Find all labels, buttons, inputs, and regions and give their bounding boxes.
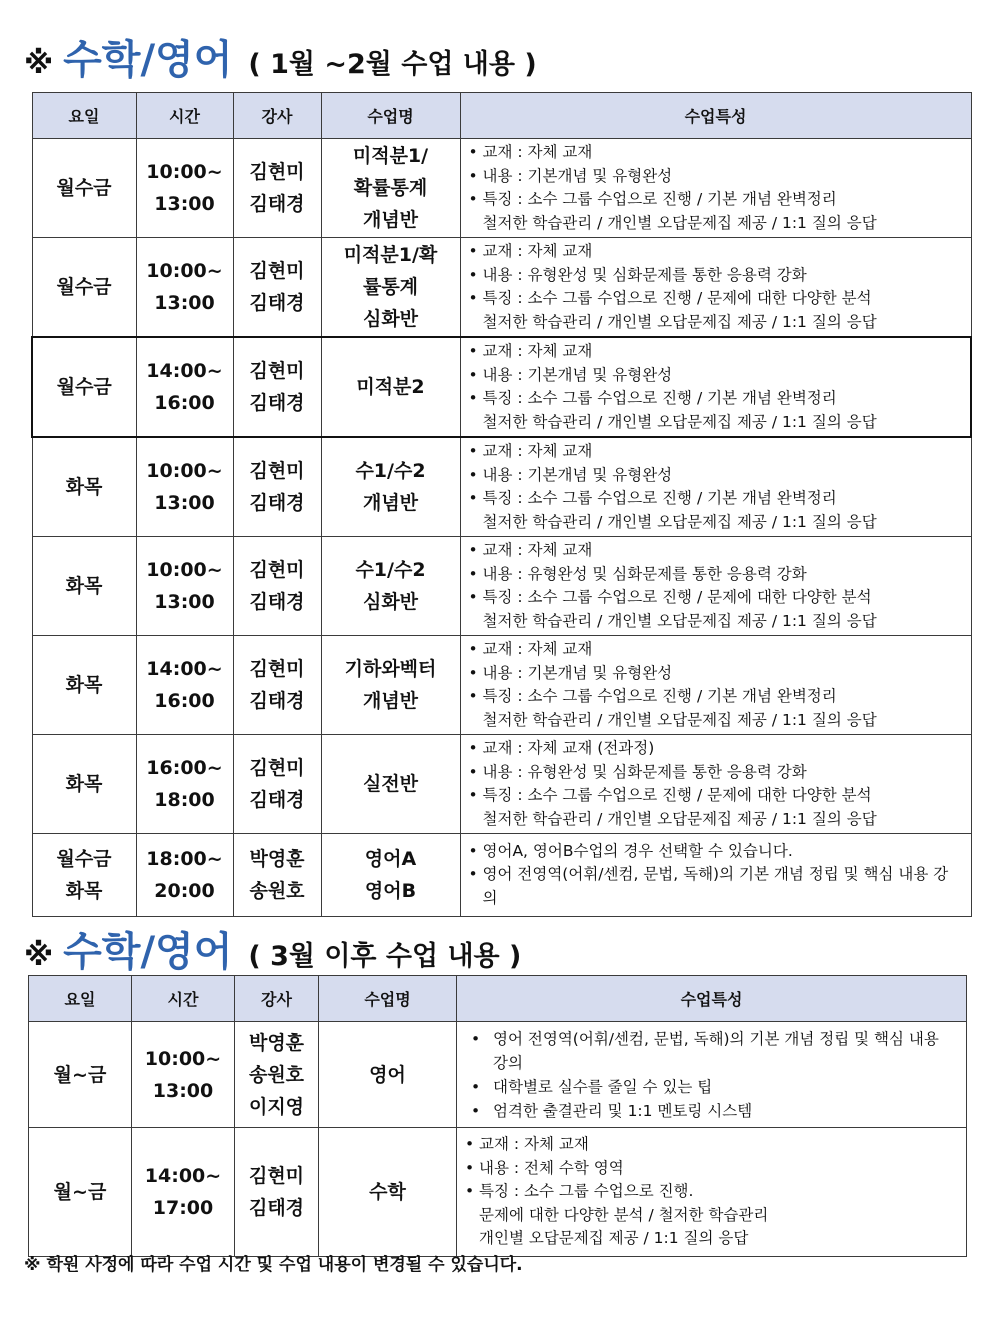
feature-item: • 특징 : 소수 그룹 수업으로 진행. [465, 1180, 958, 1204]
header-time: 시간 [132, 976, 235, 1022]
feature-item: • 내용 : 기본개념 및 유형완성 [469, 464, 963, 488]
time-line: 10:00~ [146, 260, 223, 282]
time-line: 13:00 [154, 492, 215, 514]
teacher-name: 김태경 [248, 1197, 305, 1219]
features-list [469, 240, 963, 311]
teacher-name: 김태경 [249, 690, 305, 712]
schedule-table-jan-feb [31, 92, 972, 917]
time-line: 20:00 [154, 880, 215, 902]
teacher-name: 송원호 [249, 880, 305, 902]
reference-mark: ※ [24, 46, 54, 81]
feature-item: • 영어 전영역(어휘/센컴, 문법, 독해)의 기본 개념 정립 및 핵심 내용 강의 [465, 1027, 958, 1075]
feature-item: • 교재 : 자체 교재 [465, 1133, 958, 1157]
feature-item: • 특징 : 소수 그룹 수업으로 진행 / 기본 개념 완벽정리 [469, 487, 963, 511]
section2-subtitle: ( 3월 이후 수업 내용 ) [248, 941, 522, 972]
teacher-cell [235, 1022, 319, 1128]
teacher-name: 김태경 [249, 193, 305, 215]
time-line: 16:00 [154, 690, 215, 712]
time-cell [136, 238, 233, 338]
teacher-cell [233, 337, 321, 437]
table-header-row [32, 93, 971, 139]
time-cell [136, 139, 233, 238]
feature-item: • 교재 : 자체 교재 [469, 440, 963, 464]
table-row [32, 437, 971, 537]
day-line: 화목 [65, 476, 103, 498]
teacher-name: 김태경 [249, 392, 305, 414]
class-name-line: 수1/수2 [355, 460, 426, 482]
feature-item: • 특징 : 소수 그룹 수업으로 진행 / 기본 개념 완벽정리 [469, 188, 963, 212]
feature-item: • 내용 : 유형완성 및 심화문제를 통한 응용력 강화 [469, 563, 963, 587]
time-cell [132, 1128, 235, 1257]
section1-heading [24, 28, 537, 85]
features-list [465, 1133, 958, 1204]
class-name-line: 률통계 [362, 276, 419, 298]
time-line: 18:00 [154, 789, 215, 811]
feature-item: • 교재 : 자체 교재 [469, 638, 963, 662]
features-cell [460, 238, 971, 338]
day-cell [32, 735, 136, 834]
class-name-line: 영어 [369, 1063, 406, 1086]
time-cell [136, 735, 233, 834]
teacher-name: 김현미 [249, 260, 305, 282]
features-cell [460, 437, 971, 537]
feature-item: • 엄격한 출결관리 및 1:1 멘토링 시스템 [465, 1099, 958, 1123]
teacher-name: 박영훈 [249, 848, 305, 870]
teacher-name: 김현미 [249, 161, 305, 183]
time-cell [136, 337, 233, 437]
teacher-name: 송원호 [248, 1063, 305, 1086]
section1-title: 수학/영어 [63, 37, 233, 83]
class-name-line: 심화반 [362, 308, 419, 330]
teacher-name: 김태경 [249, 292, 305, 314]
features-list [469, 840, 963, 911]
header-teacher: 강사 [233, 93, 321, 139]
day-line: 월수금 [56, 177, 112, 199]
class-name-line: 수학 [369, 1181, 406, 1203]
class-name-line: 개념반 [362, 690, 419, 712]
features-list [465, 1027, 958, 1123]
time-line: 13:00 [154, 292, 215, 314]
feature-continuation: 철저한 학습관리 / 개인별 오답문제집 제공 / 1:1 질의 응답 [482, 512, 877, 531]
feature-item: • 특징 : 소수 그룹 수업으로 진행 / 문제에 대한 다양한 분석 [469, 287, 963, 311]
class-name-line: 영어B [364, 880, 417, 902]
time-line: 14:00~ [146, 360, 223, 382]
teacher-cell [233, 437, 321, 537]
header-class: 수업명 [319, 976, 457, 1022]
header-class: 수업명 [321, 93, 460, 139]
feature-item: • 내용 : 유형완성 및 심화문제를 통한 응용력 강화 [469, 761, 963, 785]
features-cell [460, 139, 971, 238]
section2-heading [24, 920, 521, 977]
teacher-name: 김현미 [249, 559, 305, 581]
day-cell [32, 537, 136, 636]
features-list [469, 340, 963, 411]
time-cell [136, 834, 233, 917]
time-line: 14:00~ [144, 1165, 222, 1187]
day-cell [29, 1128, 132, 1257]
table-header-row [29, 976, 967, 1022]
class-name-cell [321, 337, 460, 437]
class-name-line: 기하와벡터 [344, 658, 437, 680]
features-list [469, 737, 963, 808]
class-name-line: 미적분1/ [352, 145, 429, 167]
teacher-name: 이지영 [248, 1095, 305, 1118]
header-teacher: 강사 [235, 976, 319, 1022]
table-row [32, 834, 971, 917]
class-name-line: 심화반 [362, 591, 419, 613]
schedule-table-march [28, 975, 967, 1257]
class-name-line: 미적분2 [356, 376, 425, 398]
feature-item: • 내용 : 기본개념 및 유형완성 [469, 662, 963, 686]
day-line: 월~금 [53, 1181, 107, 1203]
features-cell [457, 1128, 967, 1257]
feature-continuation: 철저한 학습관리 / 개인별 오답문제집 제공 / 1:1 질의 응답 [482, 710, 877, 729]
feature-item: • 교재 : 자체 교재 [469, 240, 963, 264]
reference-mark: ※ [24, 938, 54, 973]
class-name-line: 실전반 [362, 773, 419, 795]
class-name-cell [321, 139, 460, 238]
features-cell [457, 1022, 967, 1128]
features-list [469, 539, 963, 610]
teacher-name: 김현미 [249, 757, 305, 779]
table-row [32, 636, 971, 735]
features-cell [460, 537, 971, 636]
time-cell [136, 437, 233, 537]
teacher-cell [235, 1128, 319, 1257]
class-name-line: 개념반 [362, 209, 419, 231]
time-line: 16:00 [154, 392, 215, 414]
teacher-name: 김태경 [249, 591, 305, 613]
header-time: 시간 [136, 93, 233, 139]
feature-continuation: 철저한 학습관리 / 개인별 오답문제집 제공 / 1:1 질의 응답 [482, 213, 877, 232]
day-cell [29, 1022, 132, 1128]
time-line: 16:00~ [146, 757, 223, 779]
features-cell [460, 636, 971, 735]
teacher-cell [233, 238, 321, 338]
feature-continuation: 개인별 오답문제집 제공 / 1:1 질의 응답 [479, 1229, 749, 1248]
feature-item: • 영어 전영역(어휘/센컴, 문법, 독해)의 기본 개념 정립 및 핵심 내용 강의 [469, 863, 963, 910]
table-row [32, 238, 971, 338]
features-list [469, 141, 963, 212]
time-line: 10:00~ [146, 559, 223, 581]
time-cell [136, 636, 233, 735]
day-cell [32, 834, 136, 917]
feature-continuation: 철저한 학습관리 / 개인별 오답문제집 제공 / 1:1 질의 응답 [482, 412, 877, 431]
table-row [32, 139, 971, 238]
day-line: 화목 [65, 674, 103, 696]
table-row [32, 735, 971, 834]
teacher-name: 김태경 [249, 789, 305, 811]
day-cell [32, 337, 136, 437]
header-features: 수업특성 [460, 93, 971, 139]
day-cell [32, 636, 136, 735]
day-cell [32, 238, 136, 338]
class-name-cell [321, 437, 460, 537]
teacher-cell [233, 537, 321, 636]
teacher-name: 김현미 [249, 360, 305, 382]
feature-item: • 내용 : 기본개념 및 유형완성 [469, 364, 963, 388]
feature-item: • 영어A, 영어B수업의 경우 선택할 수 있습니다. [469, 840, 963, 864]
time-cell [136, 537, 233, 636]
time-line: 14:00~ [146, 658, 223, 680]
day-line: 월수금 [56, 376, 112, 398]
feature-item: • 대학별로 실수를 줄일 수 있는 팁 [465, 1075, 958, 1099]
teacher-name: 김현미 [249, 460, 305, 482]
time-line: 10:00~ [146, 161, 223, 183]
day-line: 화목 [65, 575, 103, 597]
day-line: 월~금 [53, 1063, 107, 1086]
teacher-cell [233, 834, 321, 917]
table-row [32, 537, 971, 636]
class-name-cell [319, 1128, 457, 1257]
feature-continuation: 철저한 학습관리 / 개인별 오답문제집 제공 / 1:1 질의 응답 [482, 611, 877, 630]
time-line: 13:00 [154, 591, 215, 613]
teacher-cell [233, 139, 321, 238]
day-line: 화목 [65, 773, 103, 795]
change-notice: ※ 학원 사정에 따라 수업 시간 및 수업 내용이 변경될 수 있습니다. [24, 1255, 523, 1275]
day-line: 월수금 [56, 276, 112, 298]
class-name-cell [321, 238, 460, 338]
teacher-cell [233, 735, 321, 834]
class-name-line: 확률통계 [353, 177, 428, 199]
feature-item: • 특징 : 소수 그룹 수업으로 진행 / 문제에 대한 다양한 분석 [469, 586, 963, 610]
day-line: 월수금 [56, 848, 112, 870]
feature-item: • 교재 : 자체 교재 [469, 539, 963, 563]
class-name-line: 영어A [364, 848, 417, 870]
teacher-cell [233, 636, 321, 735]
feature-continuation: 철저한 학습관리 / 개인별 오답문제집 제공 / 1:1 질의 응답 [482, 312, 877, 331]
section2-title: 수학/영어 [63, 929, 233, 975]
feature-item: • 내용 : 전체 수학 영역 [465, 1157, 958, 1181]
day-cell [32, 437, 136, 537]
header-day: 요일 [29, 976, 132, 1022]
class-name-cell [321, 735, 460, 834]
feature-continuation: 문제에 대한 다양한 분석 / 철저한 학습관리 [479, 1205, 769, 1224]
teacher-name: 박영훈 [248, 1031, 305, 1054]
day-line: 화목 [65, 880, 103, 902]
day-cell [32, 139, 136, 238]
table-row [29, 1022, 967, 1128]
features-cell [460, 735, 971, 834]
class-name-cell [319, 1022, 457, 1128]
feature-continuation: 철저한 학습관리 / 개인별 오답문제집 제공 / 1:1 질의 응답 [482, 809, 877, 828]
time-line: 13:00 [152, 1079, 214, 1102]
features-list [469, 638, 963, 709]
teacher-name: 김현미 [248, 1165, 305, 1187]
class-name-cell [321, 537, 460, 636]
class-name-line: 수1/수2 [355, 559, 426, 581]
features-cell [460, 834, 971, 917]
time-line: 18:00~ [146, 848, 223, 870]
feature-item: • 특징 : 소수 그룹 수업으로 진행 / 기본 개념 완벽정리 [469, 387, 963, 411]
teacher-name: 김태경 [249, 492, 305, 514]
section1-subtitle: ( 1월 ~2월 수업 내용 ) [248, 49, 537, 80]
class-name-cell [321, 636, 460, 735]
class-name-cell [321, 834, 460, 917]
features-cell [460, 337, 971, 437]
time-line: 10:00~ [146, 460, 223, 482]
time-cell [132, 1022, 235, 1128]
feature-item: • 내용 : 유형완성 및 심화문제를 통한 응용력 강화 [469, 264, 963, 288]
time-line: 17:00 [152, 1197, 214, 1219]
header-features: 수업특성 [457, 976, 967, 1022]
class-name-line: 미적분1/확 [343, 244, 438, 266]
time-line: 13:00 [154, 193, 215, 215]
feature-item: • 특징 : 소수 그룹 수업으로 진행 / 문제에 대한 다양한 분석 [469, 784, 963, 808]
features-list [469, 440, 963, 511]
table-row [29, 1128, 967, 1257]
feature-item: • 교재 : 자체 교재 (전과정) [469, 737, 963, 761]
feature-item: • 특징 : 소수 그룹 수업으로 진행 / 기본 개념 완벽정리 [469, 685, 963, 709]
table-row [32, 337, 971, 437]
class-name-line: 개념반 [362, 492, 419, 514]
feature-item: • 교재 : 자체 교재 [469, 340, 963, 364]
header-day: 요일 [32, 93, 136, 139]
feature-item: • 교재 : 자체 교재 [469, 141, 963, 165]
time-line: 10:00~ [144, 1047, 222, 1070]
feature-item: • 내용 : 기본개념 및 유형완성 [469, 165, 963, 189]
teacher-name: 김현미 [249, 658, 305, 680]
